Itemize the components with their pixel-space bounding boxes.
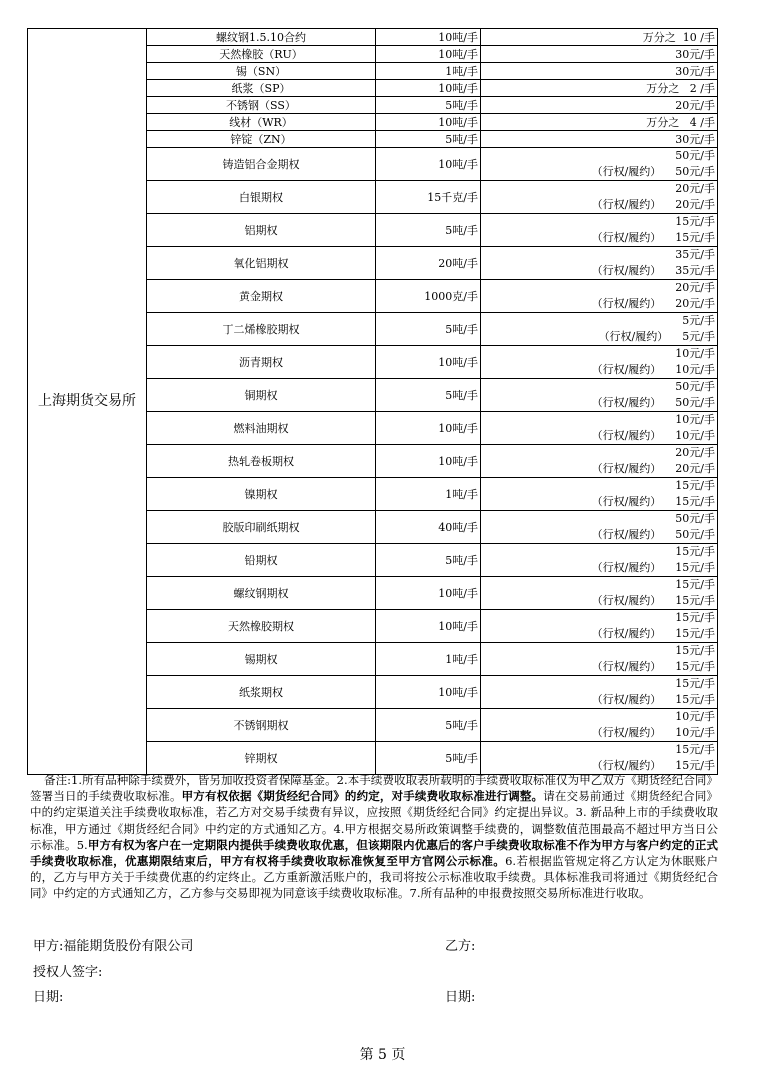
fee-cell — [481, 131, 718, 148]
exercise-label: （行权/履约） — [591, 297, 662, 310]
product-name: 镍期权 — [147, 478, 376, 511]
fee-open: 15元/手 — [675, 479, 715, 492]
fee-open: 50元/手 — [675, 512, 715, 525]
product-name: 热轧卷板期权 — [147, 445, 376, 478]
product-name: 燃料油期权 — [147, 412, 376, 445]
fee-exercise: 15元/手 — [675, 693, 715, 706]
fee-exercise: 10元/手 — [675, 363, 715, 376]
product-name: 螺纹钢期权 — [147, 577, 376, 610]
fee-open: 15元/手 — [675, 578, 715, 591]
exercise-label: （行权/履约） — [591, 396, 662, 409]
product-name: 锌锭（ZN） — [147, 131, 376, 148]
contract-unit: 40吨/手 — [376, 511, 481, 544]
product-name: 锡（SN） — [147, 63, 376, 80]
fee-exercise: 15元/手 — [675, 561, 715, 574]
fee-cell — [481, 114, 718, 131]
party-b-label: 乙方: — [445, 939, 476, 954]
fee-cell — [481, 148, 718, 181]
product-name: 铜期权 — [147, 379, 376, 412]
exercise-label: （行权/履约） — [591, 594, 662, 607]
exercise-label: （行权/履约） — [591, 429, 662, 442]
contract-unit: 10吨/手 — [376, 114, 481, 131]
fee-cell — [481, 214, 718, 247]
exchange-name: 上海期货交易所 — [28, 29, 147, 775]
fee-cell — [481, 478, 718, 511]
fee-exercise: 5元/手 — [682, 330, 715, 343]
fee-cell — [481, 544, 718, 577]
exercise-label: （行权/履约） — [591, 726, 662, 739]
exercise-label: （行权/履约） — [591, 660, 662, 673]
fee-exercise: 15元/手 — [675, 231, 715, 244]
product-name: 沥青期权 — [147, 346, 376, 379]
exercise-label: （行权/履约） — [591, 627, 662, 640]
fee-open: 35元/手 — [675, 248, 715, 261]
fee-cell — [481, 63, 718, 80]
remark-bold-segment: 甲方有权依据《期货经纪合同》的约定，对手续费收取标准进行调整。 — [181, 789, 544, 804]
product-name: 不锈钢期权 — [147, 709, 376, 742]
fee-open: 15元/手 — [675, 743, 715, 756]
contract-unit: 10吨/手 — [376, 412, 481, 445]
product-name: 纸浆期权 — [147, 676, 376, 709]
fee-open: 15元/手 — [675, 215, 715, 228]
fee-exercise: 10元/手 — [675, 429, 715, 442]
fee-open: 50元/手 — [675, 149, 715, 162]
fee-exercise: 20元/手 — [675, 198, 715, 211]
exercise-label: （行权/履约） — [591, 231, 662, 244]
fee-open: 10元/手 — [675, 710, 715, 723]
fee-cell — [481, 181, 718, 214]
product-name: 铅期权 — [147, 544, 376, 577]
fee-cell — [481, 610, 718, 643]
exercise-label: （行权/履约） — [591, 198, 662, 211]
product-name: 铝期权 — [147, 214, 376, 247]
contract-unit: 10吨/手 — [376, 29, 481, 46]
remark-bold-segment: 甲方有权为客户在一定期限内提供手续费收取优惠，但该期限内优惠后的客户手续费收取标准不作为甲方与客户约定的正式手续费收取标准，优惠期限结束后，甲方有权将手续费收取标准恢复至甲方官网公示标准。 — [30, 837, 718, 869]
contract-unit: 10吨/手 — [376, 346, 481, 379]
exercise-label: （行权/履约） — [591, 462, 662, 475]
contract-unit: 15千克/手 — [376, 181, 481, 214]
fee-open: 15元/手 — [675, 611, 715, 624]
product-name: 铸造铝合金期权 — [147, 148, 376, 181]
fee-cell — [481, 346, 718, 379]
product-name: 锡期权 — [147, 643, 376, 676]
fee-open: 20元/手 — [675, 281, 715, 294]
contract-unit: 5吨/手 — [376, 97, 481, 114]
party-a-label: 甲方:福能期货股份有限公司 — [33, 939, 194, 954]
remarks-paragraph — [30, 772, 718, 902]
fee-open: 15元/手 — [675, 644, 715, 657]
product-name: 天然橡胶（RU） — [147, 46, 376, 63]
exercise-label: （行权/履约） — [598, 330, 669, 343]
fee-value: 万分之 2 /手 — [646, 81, 715, 95]
fee-value: 万分之 4 /手 — [646, 115, 715, 129]
fee-value: 30元/手 — [675, 47, 715, 61]
page-number: 第 5 页 — [359, 1047, 406, 1063]
fee-cell — [481, 29, 718, 46]
contract-unit: 5吨/手 — [376, 214, 481, 247]
exercise-label: （行权/履约） — [591, 561, 662, 574]
product-name: 天然橡胶期权 — [147, 610, 376, 643]
fee-open: 15元/手 — [675, 677, 715, 690]
contract-unit: 1吨/手 — [376, 478, 481, 511]
product-name: 锌期权 — [147, 742, 376, 775]
fee-exercise: 35元/手 — [675, 264, 715, 277]
fee-cell — [481, 445, 718, 478]
contract-unit: 20吨/手 — [376, 247, 481, 280]
product-name: 螺纹钢1.5.10合约 — [147, 29, 376, 46]
fee-cell — [481, 676, 718, 709]
contract-unit: 10吨/手 — [376, 577, 481, 610]
fee-exercise: 20元/手 — [675, 462, 715, 475]
fee-cell — [481, 97, 718, 114]
fee-exercise: 15元/手 — [675, 660, 715, 673]
exercise-label: （行权/履约） — [591, 528, 662, 541]
fee-open: 10元/手 — [675, 413, 715, 426]
date-b-label: 日期: — [445, 990, 476, 1005]
product-name: 氧化铝期权 — [147, 247, 376, 280]
fee-cell — [481, 247, 718, 280]
contract-unit: 1000克/手 — [376, 280, 481, 313]
fee-exercise: 15元/手 — [675, 495, 715, 508]
contract-unit: 5吨/手 — [376, 709, 481, 742]
table-row — [28, 29, 718, 46]
remark-segment: 6.若根据监管规定将乙方认定为休眠账户的，乙方与甲方关于手续费优惠的约定终止。乙方重新激活账户的，我司将按公示标准收取手续费。具体标准我司将通过《期货经纪合同》中约定的方式通知乙方，乙方参与交易即视为同意该手续费收取标准。7.所有品种的申报费按照交易所标准进行收取。 — [30, 854, 718, 901]
fee-cell — [481, 709, 718, 742]
fee-open: 20元/手 — [675, 182, 715, 195]
authorized-signature-label: 授权人签字: — [33, 965, 103, 980]
product-name: 胶版印刷纸期权 — [147, 511, 376, 544]
exercise-label: （行权/履约） — [591, 264, 662, 277]
product-name: 丁二烯橡胶期权 — [147, 313, 376, 346]
fee-value: 30元/手 — [675, 64, 715, 78]
fee-cell — [481, 412, 718, 445]
fee-open: 20元/手 — [675, 446, 715, 459]
fee-exercise: 10元/手 — [675, 726, 715, 739]
product-name: 黄金期权 — [147, 280, 376, 313]
fee-cell — [481, 577, 718, 610]
contract-unit: 10吨/手 — [376, 610, 481, 643]
fee-open: 50元/手 — [675, 380, 715, 393]
fee-exercise: 50元/手 — [675, 528, 715, 541]
contract-unit: 1吨/手 — [376, 63, 481, 80]
fee-cell — [481, 80, 718, 97]
fee-value: 万分之 10 /手 — [642, 30, 715, 44]
fee-open: 15元/手 — [675, 545, 715, 558]
fee-table — [27, 28, 718, 775]
contract-unit: 5吨/手 — [376, 379, 481, 412]
fee-open: 10元/手 — [675, 347, 715, 360]
fee-exercise: 15元/手 — [675, 759, 715, 772]
product-name: 线材（WR） — [147, 114, 376, 131]
fee-exercise: 50元/手 — [675, 396, 715, 409]
contract-unit: 5吨/手 — [376, 742, 481, 775]
fee-cell — [481, 742, 718, 775]
remark-segment: 请在交易前通过《期货经纪合同》中的约定渠道关注手续费收取标准，若乙方对交易手续费有异议，应按照《期货经纪合同》约定提出异议。3. 新品种上市的手续费收取标准，甲方通过《期货经纪合同》中约定的方式通知乙方。4.甲方根据交易所政策调整手续费的，调整数值范围最高不超过甲方当日公示标准。5. — [30, 789, 719, 852]
remark-segment: 备注:1.所有品种除手续费外，皆另加收投资者保障基金。2.本手续费收取表所载明的手续费收取标准仅为甲乙双方《期货经纪合同》签署当日的手续费收取标准。 — [30, 773, 718, 804]
fee-cell — [481, 280, 718, 313]
fee-open: 5元/手 — [682, 314, 715, 327]
product-name: 纸浆（SP） — [147, 80, 376, 97]
contract-unit: 10吨/手 — [376, 148, 481, 181]
fee-cell — [481, 313, 718, 346]
contract-unit: 5吨/手 — [376, 544, 481, 577]
fee-cell — [481, 379, 718, 412]
exercise-label: （行权/履约） — [591, 165, 662, 178]
product-name: 白银期权 — [147, 181, 376, 214]
contract-unit: 10吨/手 — [376, 46, 481, 63]
exercise-label: （行权/履约） — [591, 495, 662, 508]
exercise-label: （行权/履约） — [591, 693, 662, 706]
fee-exercise: 50元/手 — [675, 165, 715, 178]
fee-cell — [481, 46, 718, 63]
contract-unit: 10吨/手 — [376, 80, 481, 97]
fee-cell — [481, 511, 718, 544]
date-a-label: 日期: — [33, 990, 64, 1005]
contract-unit: 10吨/手 — [376, 445, 481, 478]
fee-exercise: 15元/手 — [675, 594, 715, 607]
exercise-label: （行权/履约） — [591, 759, 662, 772]
product-name: 不锈钢（SS） — [147, 97, 376, 114]
fee-exercise: 15元/手 — [675, 627, 715, 640]
contract-unit: 5吨/手 — [376, 313, 481, 346]
contract-unit: 1吨/手 — [376, 643, 481, 676]
exercise-label: （行权/履约） — [591, 363, 662, 376]
fee-value: 30元/手 — [675, 132, 715, 146]
contract-unit: 10吨/手 — [376, 676, 481, 709]
contract-unit: 5吨/手 — [376, 131, 481, 148]
fee-exercise: 20元/手 — [675, 297, 715, 310]
fee-cell — [481, 643, 718, 676]
fee-value: 20元/手 — [675, 98, 715, 112]
